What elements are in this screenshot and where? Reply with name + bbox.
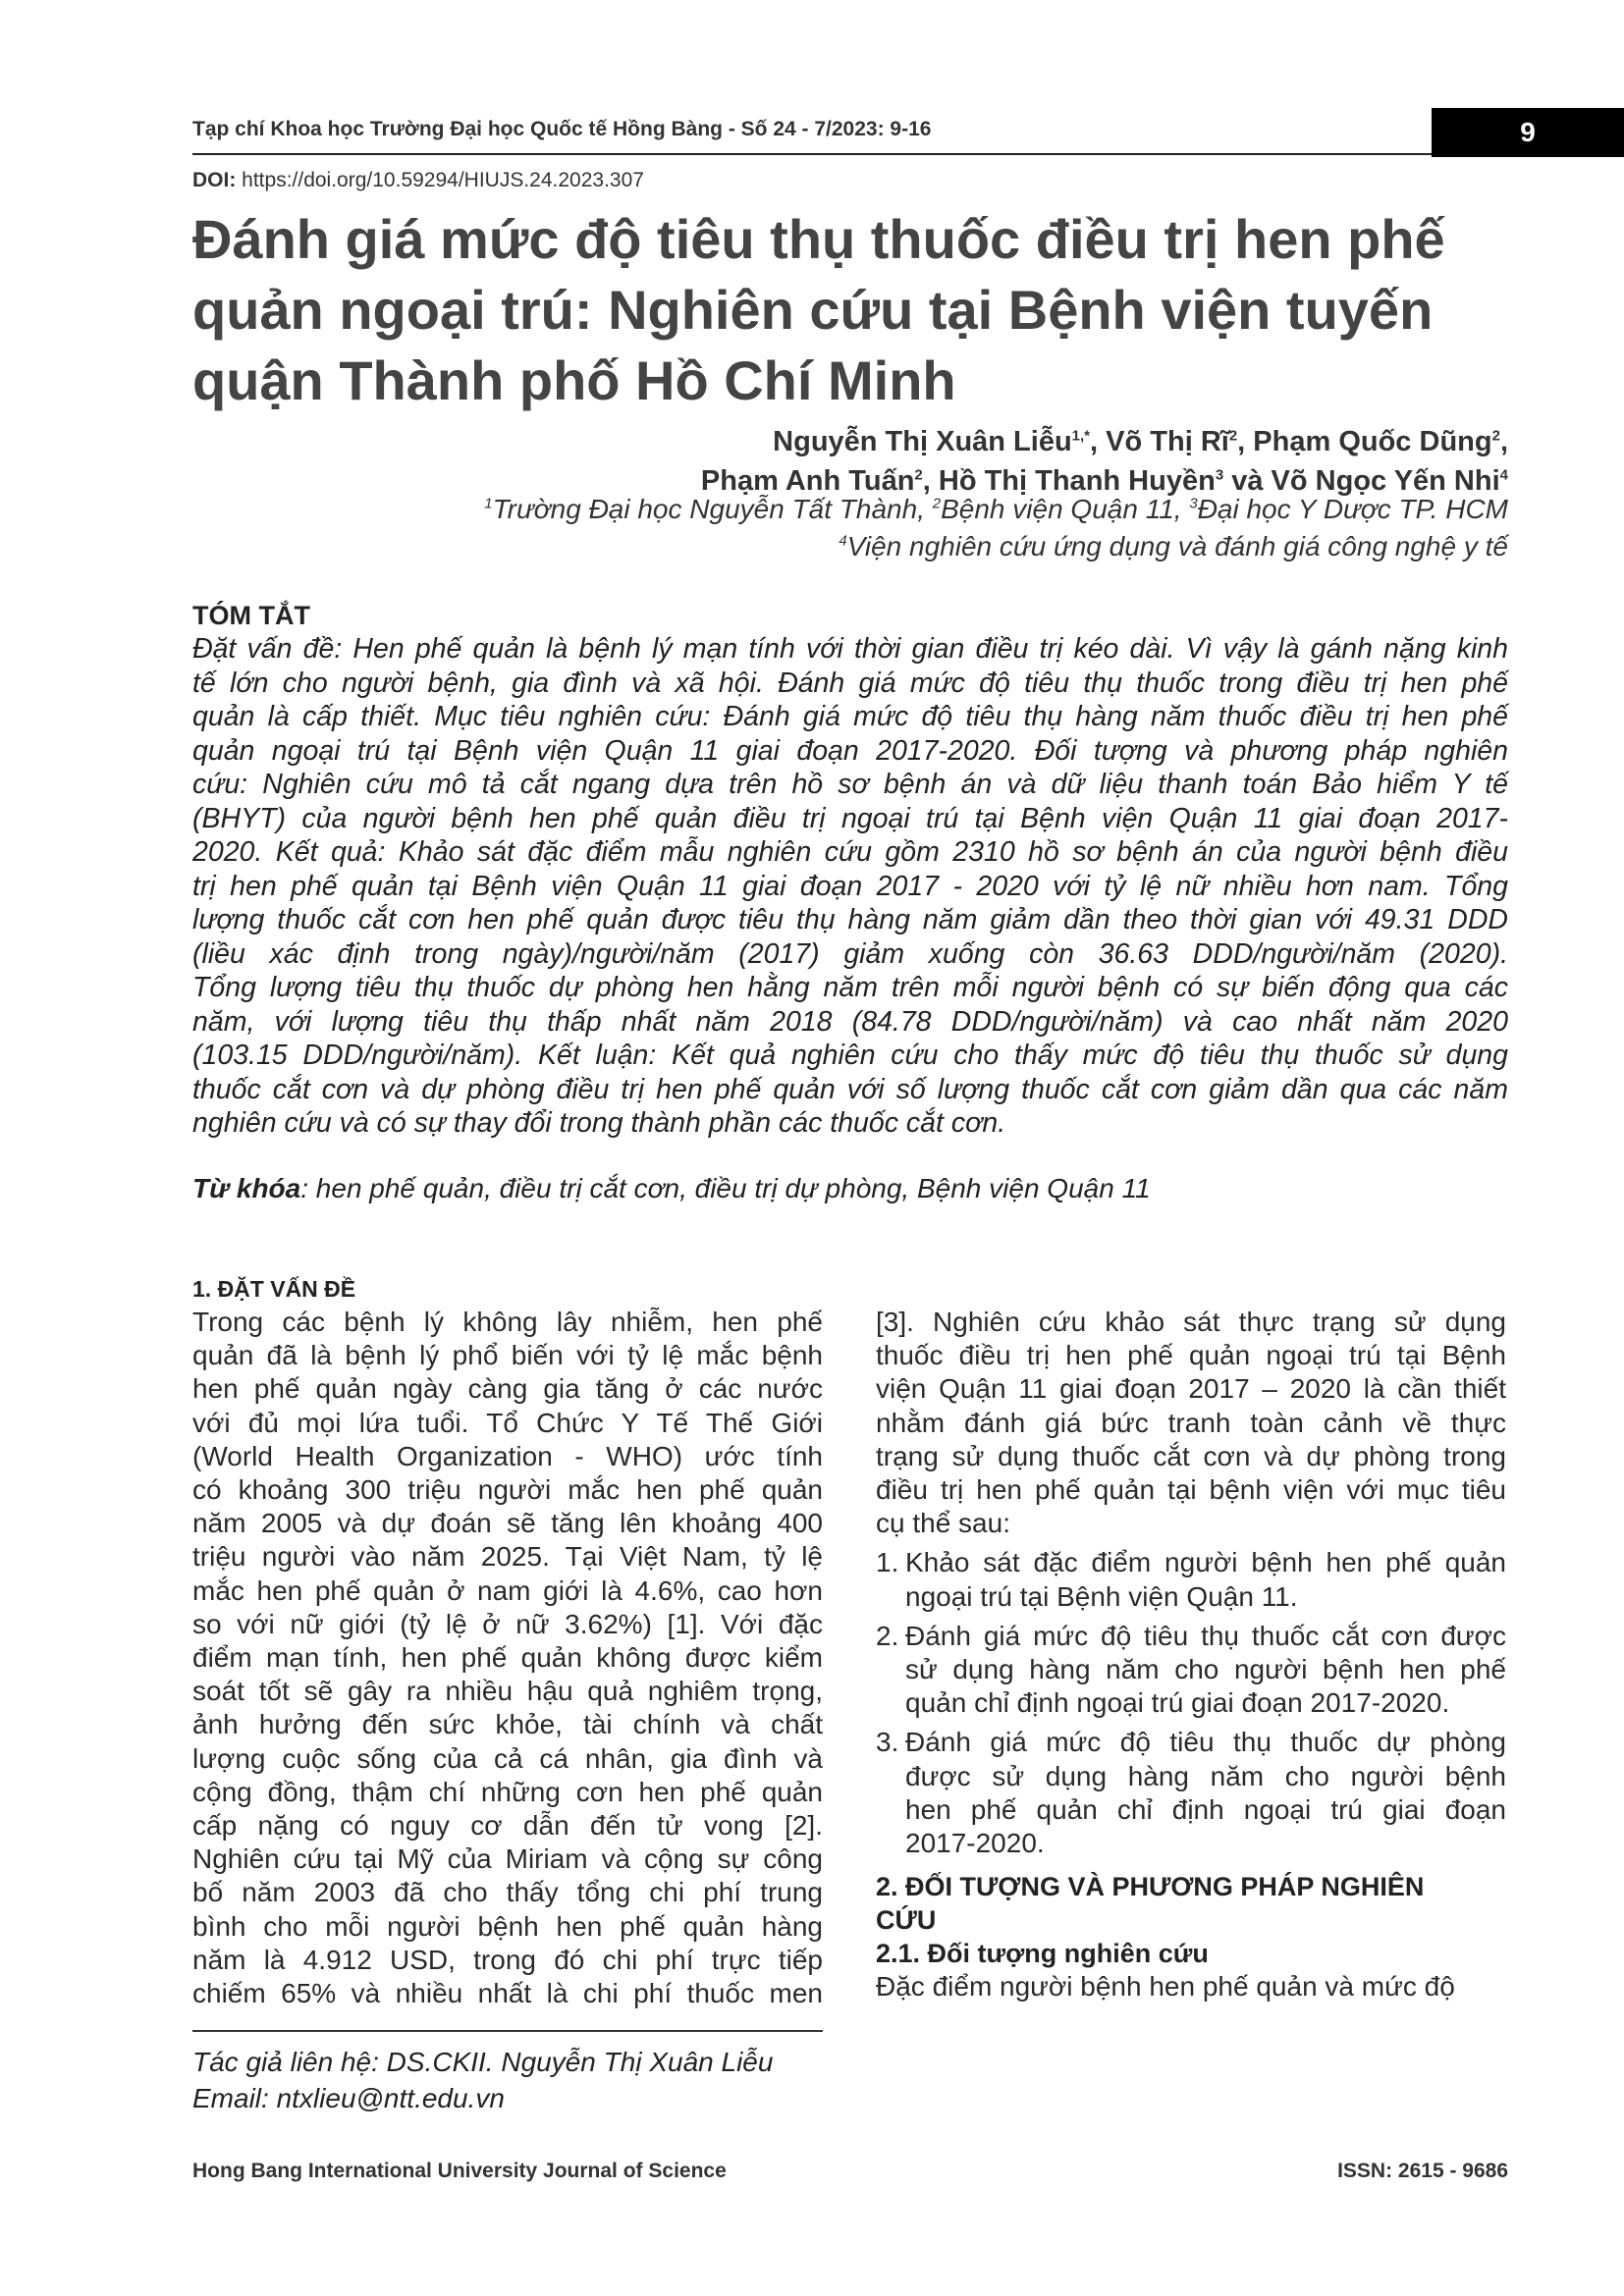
section-2-heading: [876, 1870, 1506, 1937]
correspondence: [192, 2044, 773, 2116]
body-line: nhằm đánh giá bức tranh toàn cảnh về thực: [876, 1407, 1506, 1438]
abstract-line: Tổng lượng tiêu thụ thuốc dự phòng hen hằng năm trên mỗi người bệnh có sự biến động qua các: [192, 972, 1508, 1003]
abstract-line: lượng thuốc cắt cơn hen phế quản được tiêu thụ hàng năm giảm dần theo thời gian với 49.31 DDD: [192, 904, 1508, 935]
abstract-body: [192, 632, 1508, 1141]
author-sup: 2: [914, 466, 923, 484]
affiliation-line-1: [484, 491, 1508, 528]
footer-issn: ISSN: 2615 - 9686: [1337, 2160, 1508, 2182]
author-sup: 2: [1491, 427, 1500, 445]
body-line: soát tốt sẽ gây ra nhiều hậu quả nghiêm trọng,: [192, 1676, 823, 1707]
body-line: năm là 4.912 USD, trong đó chi phí trực tiếp: [192, 1944, 823, 1975]
abstract-line: quản là cấp thiết. Mục tiêu nghiên cứu: Đánh giá mức độ tiêu thụ hàng năm thuốc điều trị hen phế: [192, 701, 1508, 732]
body-line: lượng cuộc sống của cả cá nhân, gia đình và: [192, 1742, 823, 1774]
corresponding-email[interactable]: Email: ntxlieu@ntt.edu.vn: [192, 2083, 505, 2113]
body-line: hen phế quản ngày càng gia tăng ở các nước: [192, 1373, 823, 1405]
body-line: với đủ mọi lứa tuổi. Tổ Chức Y Tế Thế Giới: [192, 1407, 823, 1438]
body-line: bố năm 2003 đã cho thấy tổng chi phí trung: [192, 1877, 823, 1908]
body-line: so với nữ giới (tỷ lệ ở nữ 3.62%) [1]. Với đặc: [192, 1608, 823, 1639]
body-line: điều trị hen phế quản tại bệnh viện với mục tiêu: [876, 1474, 1506, 1506]
list-text: [905, 1620, 1506, 1721]
author-sup: 2: [1228, 427, 1238, 445]
list-line: hen phế quản chỉ định ngoại trú giai đoạn: [905, 1793, 1506, 1825]
affiliation: Trường Đại học Nguyễn Tất Thành,: [492, 494, 925, 524]
list-number: 2.: [876, 1620, 899, 1651]
abstract-line: 2020. Kết quả: Khảo sát đặc điểm mẫu nghiên cứu gồm 2310 hồ sơ bệnh án của người bệnh điều: [192, 836, 1508, 868]
list-line: ngoại trú tại Bệnh viện Quận 11.: [905, 1580, 1298, 1612]
list-line: quản chỉ định ngoại trú giai đoạn 2017-2020.: [905, 1687, 1450, 1719]
author-line-2: Phạm Anh Tuấn$^2$, Hồ Thị Thanh Huyền$^3$ và Võ Ngọc Yến Nhi$^4$: [700, 465, 1508, 497]
author-name: Nguyễn Thị Xuân Liễu: [773, 426, 1072, 457]
affil-sup: 1: [484, 495, 493, 512]
abstract-line: nghiên cứu và có sự thay đổi trong thành phần các thuốc cắt cơn.: [192, 1107, 1006, 1139]
body-line: cấp nặng có nguy cơ dẫn đến tử vong [2].: [192, 1810, 823, 1842]
body-line: Trong các bệnh lý không lây nhiễm, hen phế: [192, 1307, 823, 1337]
author-name: Võ Thị Rĩ: [1106, 426, 1229, 457]
section-2-1-heading: 2.1. Đối tượng nghiên cứu: [876, 1939, 1209, 1969]
body-line: Nghiên cứu tại Mỹ của Miriam và cộng sự công: [192, 1843, 823, 1875]
author-conjunction: và: [1231, 465, 1264, 497]
list-number: 1.: [876, 1547, 899, 1578]
body-line: ảnh hưởng đến sức khỏe, tài chính và chất: [192, 1709, 823, 1740]
body-line: (World Health Organization - WHO) ước tính: [192, 1440, 823, 1471]
corresponding-author: Tác giả liên hệ: DS.CKII. Nguyễn Thị Xuân Liễu: [192, 2047, 774, 2077]
list-text: [905, 1546, 1506, 1613]
section-1-heading: 1. ĐẶT VẤN ĐỀ: [192, 1276, 356, 1302]
list-text: [905, 1726, 1506, 1860]
list-line: 2017-2020.: [905, 1828, 1045, 1859]
body-line: Đặc điểm người bệnh hen phế quản và mức độ: [876, 1971, 1455, 2002]
affiliations: [484, 491, 1508, 565]
abstract-line: trị hen phế quản tại Bệnh viện Quận 11 giai đoạn 2017 - 2020 với tỷ lệ nữ nhiều hơn nam. Tổng: [192, 870, 1508, 902]
list-line: Đánh giá mức độ tiêu thụ thuốc dự phòng: [905, 1727, 1506, 1758]
author-sup: 4: [1499, 466, 1508, 484]
keywords: [192, 1173, 1151, 1204]
keywords-label: Từ khóa: [192, 1173, 301, 1203]
page-number: 9: [1432, 108, 1624, 157]
title-line: quản ngoại trú: Nghiên cứu tại Bệnh viện tuyến: [192, 279, 1434, 341]
body-line: viện Quận 11 giai đoạn 2017 – 2020 là cần thiết: [876, 1373, 1506, 1405]
body-line: trạng sử dụng thuốc cắt cơn và dự phòng trong: [876, 1440, 1506, 1471]
author-sup: 3: [1215, 466, 1224, 484]
author-list: [701, 422, 1508, 501]
doi-label: DOI:: [192, 169, 237, 191]
body-line: cộng đồng, thậm chí những cơn hen phế quản: [192, 1776, 823, 1807]
section-2-heading-line: 2. ĐỐI TƯỢNG VÀ PHƯƠNG PHÁP NGHIÊN: [876, 1872, 1425, 1902]
abstract-line: cứu: Nghiên cứu mô tả cắt ngang dựa trên hồ sơ bệnh án và dữ liệu thanh toán Bảo hiểm Y tế: [192, 769, 1508, 800]
paper-title: [192, 204, 1508, 416]
doi-link[interactable]: https://doi.org/10.59294/HIUJS.24.2023.307: [242, 169, 644, 191]
body-line: triệu người vào năm 2025. Tại Việt Nam, tỷ lệ: [192, 1541, 823, 1573]
column-right: [876, 1306, 1506, 2003]
affiliation: Bệnh viện Quận 11,: [941, 494, 1182, 524]
objective-item: [876, 1726, 1506, 1860]
list-line: sử dụng hàng năm cho người bệnh hen phế: [905, 1654, 1506, 1685]
author-name: Võ Ngọc Yến Nhi: [1271, 465, 1500, 497]
abstract-line: tế lớn cho người bệnh, gia đình và xã hội. Đánh giá mức độ tiêu thụ thuốc trong điều trị hen phế: [192, 667, 1508, 699]
list-line: Khảo sát đặc điểm người bệnh hen phế quản: [905, 1547, 1506, 1578]
footnote-divider: [192, 2030, 823, 2032]
section-2-heading-line: CỨU: [876, 1905, 937, 1936]
title-line: quận Thành phố Hồ Chí Minh: [192, 349, 956, 411]
abstract-line: Đặt vấn đề: Hen phế quản là bệnh lý mạn tính với thời gian điều trị kéo dài. Vì vậy là gánh nặng kinh: [192, 633, 1508, 665]
body-line: chiếm 65% và nhiều nhất là chi phí thuốc men: [192, 1978, 823, 2009]
author-name: Hồ Thị Thanh Huyền: [938, 465, 1216, 497]
abstract-heading: TÓM TẮT: [192, 601, 310, 630]
body-line: cụ thể sau:: [876, 1508, 1010, 1539]
affil-sup: 3: [1189, 495, 1198, 512]
abstract-line: (BHYT) của người bệnh hen phế quản điều trị ngoại trú tại Bệnh viện Quận 11 giai đoạn 2017-: [192, 802, 1508, 834]
author-name: Phạm Anh Tuấn: [700, 465, 915, 497]
list-line: Đánh giá mức độ tiêu thụ thuốc cắt cơn được: [905, 1620, 1506, 1651]
list-line: được sử dụng hàng năm cho người bệnh: [905, 1760, 1506, 1791]
abstract-line: thuốc cắt cơn và dự phòng điều trị hen phế quản với số lượng thuốc cắt cơn giảm dần qua các năm: [192, 1073, 1508, 1105]
keywords-text: : hen phế quản, điều trị cắt cơn, điều trị dự phòng, Bệnh viện Quận 11: [300, 1173, 1151, 1203]
body-line: quản đã là bệnh lý phổ biến với tỷ lệ mắc bệnh: [192, 1340, 823, 1371]
objective-item: [876, 1620, 1506, 1721]
journal-header: Tạp chí Khoa học Trường Đại học Quốc tế Hồng Bàng - Số 24 - 7/2023: 9-16: [192, 118, 932, 140]
footer-journal: Hong Bang International University Journal of Science: [192, 2160, 727, 2182]
doi: [192, 169, 644, 192]
affil-sup: 2: [932, 495, 942, 512]
body-line: thuốc điều trị hen phế quản ngoại trú tại Bệnh: [876, 1340, 1506, 1371]
affil-sup: 4: [839, 532, 847, 550]
abstract-line: (103.15 DDD/người/năm). Kết luận: Kết quả nghiên cứu cho thấy mức độ tiêu thụ thuốc sử dụng: [192, 1040, 1508, 1071]
column-left: [192, 1306, 823, 2010]
objective-item: [876, 1546, 1506, 1613]
affiliation-line-2: [484, 528, 1508, 565]
affiliation: Viện nghiên cứu ứng dụng và đánh giá công nghệ y tế: [846, 531, 1508, 561]
body-line: điểm mạn tính, hen phế quản không được kiểm: [192, 1642, 823, 1674]
body-line: [3]. Nghiên cứu khảo sát thực trạng sử dụng: [876, 1307, 1506, 1337]
abstract-line: quản ngoại trú tại Bệnh viện Quận 11 giai đoạn 2017-2020. Đối tượng và phương pháp nghiên: [192, 734, 1508, 767]
body-line: năm 2005 và dự đoán sẽ tăng lên khoảng 400: [192, 1508, 823, 1539]
body-line: bình cho mỗi người bệnh hen phế quản hàng: [192, 1910, 823, 1942]
abstract-line: (liều xác định trong ngày)/người/năm (2017) giảm xuống còn 36.63 DDD/người/năm (2020).: [192, 937, 1508, 970]
abstract-line: năm, với lượng tiêu thụ thấp nhất năm 2018 (84.78 DDD/người/năm) và cao nhất năm 2020: [192, 1005, 1508, 1038]
author-sup: 1,*: [1071, 427, 1091, 445]
header-divider: [192, 153, 1432, 155]
body-line: mắc hen phế quản ở nam giới là 4.6%, cao hơn: [192, 1575, 823, 1606]
author-line-1: Nguyễn Thị Xuân Liễu$^{1,*}$, Võ Thị $Rĩ^2$, Phạm Quốc Dũng$^2$,: [773, 426, 1508, 457]
author-name: Phạm Quốc Dũng: [1253, 426, 1492, 457]
list-number: 3.: [876, 1727, 899, 1758]
title-line: Đánh giá mức độ tiêu thụ thuốc điều trị hen phế: [192, 208, 1445, 270]
affiliation: Đại học Y Dược TP. HCM: [1197, 494, 1508, 524]
body-line: có khoảng 300 triệu người mắc hen phế quản: [192, 1474, 823, 1506]
